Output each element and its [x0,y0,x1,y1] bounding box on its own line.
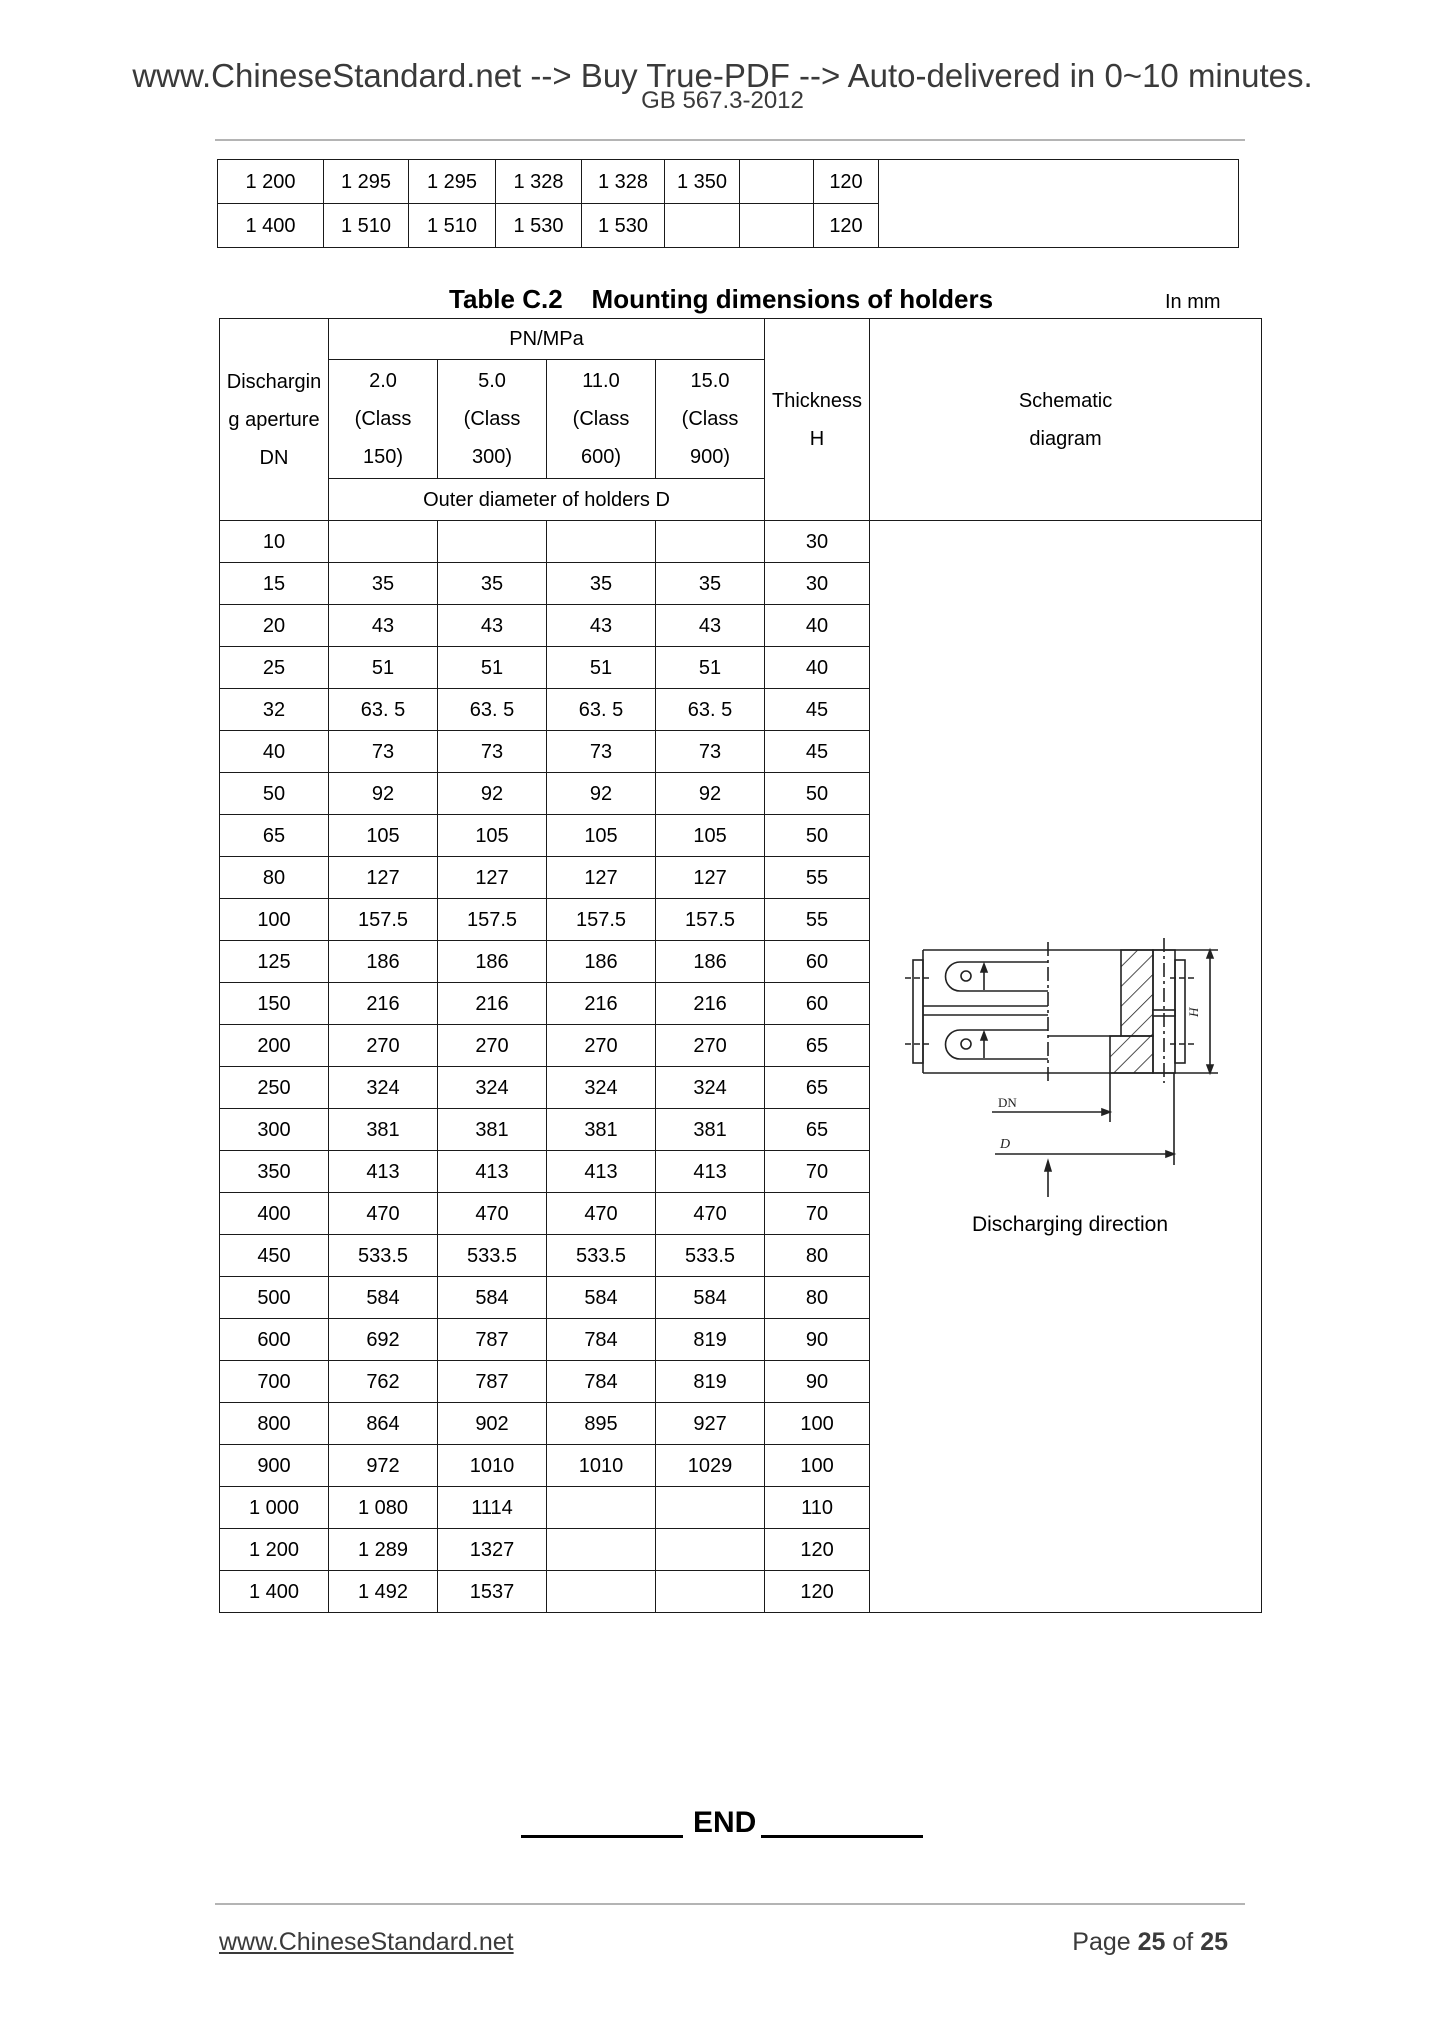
table-unit: In mm [1165,291,1221,313]
cell-outer-diameter: 533.5 [547,1235,656,1277]
header-thickness: Thickness H [765,319,870,521]
cell-outer-diameter: 787 [438,1319,547,1361]
header-pn-2-0: 2.0 (Class 150) [329,360,438,479]
cell-outer-diameter: 73 [656,731,765,773]
cell-outer-diameter: 470 [329,1193,438,1235]
cell-thickness: 120 [765,1571,870,1613]
cell-outer-diameter: 127 [656,857,765,899]
cell-dn: 1 200 [220,1529,329,1571]
cell-outer-diameter: 216 [547,983,656,1025]
cell-thickness: 70 [765,1193,870,1235]
cell-dn: 600 [220,1319,329,1361]
cell-outer-diameter: 73 [547,731,656,773]
cell-outer-diameter: 35 [329,563,438,605]
cell-dn: 200 [220,1025,329,1067]
cell-outer-diameter: 216 [329,983,438,1025]
cell-outer-diameter: 43 [329,605,438,647]
end-rule-right [761,1835,923,1838]
table-cell [740,160,814,204]
cell-dn: 450 [220,1235,329,1277]
cell-outer-diameter [656,1487,765,1529]
cell-outer-diameter: 381 [329,1109,438,1151]
table-cell [665,204,740,248]
cell-thickness: 100 [765,1403,870,1445]
cell-outer-diameter: 105 [547,815,656,857]
cell-outer-diameter: 784 [547,1319,656,1361]
cell-outer-diameter: 1 080 [329,1487,438,1529]
svg-text:D: D [1000,1137,1011,1152]
cell-thickness: 80 [765,1277,870,1319]
cell-dn: 300 [220,1109,329,1151]
cell-outer-diameter: 51 [547,647,656,689]
table-cell: 1 350 [665,160,740,204]
cell-thickness: 70 [765,1151,870,1193]
table-cell: 1 295 [409,160,496,204]
cell-outer-diameter: 895 [547,1403,656,1445]
cell-dn: 150 [220,983,329,1025]
cell-outer-diameter: 584 [438,1277,547,1319]
cell-outer-diameter: 470 [547,1193,656,1235]
cell-dn: 65 [220,815,329,857]
cell-dn: 125 [220,941,329,983]
cell-outer-diameter: 584 [547,1277,656,1319]
cell-outer-diameter: 157.5 [656,899,765,941]
table-cell [740,204,814,248]
cell-outer-diameter [547,1571,656,1613]
cell-outer-diameter [547,1487,656,1529]
cell-outer-diameter: 63. 5 [656,689,765,731]
cell-outer-diameter: 270 [547,1025,656,1067]
discharging-direction-caption: Discharging direction [971,1213,1169,1236]
diagram-cell [879,160,1239,248]
cell-outer-diameter: 270 [438,1025,547,1067]
cell-outer-diameter: 902 [438,1403,547,1445]
cell-outer-diameter: 381 [438,1109,547,1151]
cell-thickness: 50 [765,815,870,857]
cell-outer-diameter: 381 [656,1109,765,1151]
cell-thickness: 30 [765,563,870,605]
table-cell: 120 [814,204,879,248]
cell-dn: 25 [220,647,329,689]
cell-thickness: 65 [765,1109,870,1151]
header-rule [215,139,1245,141]
cell-thickness: 100 [765,1445,870,1487]
cell-outer-diameter: 1010 [438,1445,547,1487]
table-cell: 120 [814,160,879,204]
cell-outer-diameter: 1029 [656,1445,765,1487]
footer-site-link[interactable]: www.ChineseStandard.net [219,1928,514,1956]
cell-outer-diameter: 324 [547,1067,656,1109]
cell-dn: 1 400 [220,1571,329,1613]
cell-outer-diameter: 270 [656,1025,765,1067]
cell-thickness: 45 [765,731,870,773]
cell-outer-diameter: 35 [438,563,547,605]
cell-outer-diameter: 35 [656,563,765,605]
cell-outer-diameter: 692 [329,1319,438,1361]
cell-thickness: 120 [765,1529,870,1571]
cell-thickness: 90 [765,1361,870,1403]
cell-outer-diameter: 63. 5 [547,689,656,731]
cell-outer-diameter [656,1529,765,1571]
header-row [220,319,1262,360]
cell-dn: 20 [220,605,329,647]
cell-outer-diameter: 972 [329,1445,438,1487]
header-outer-diameter: Outer diameter of holders D [329,479,765,521]
cell-outer-diameter: 784 [547,1361,656,1403]
footer-rule [215,1903,1245,1905]
cell-outer-diameter: 787 [438,1361,547,1403]
table-cell: 1 510 [324,204,409,248]
cell-thickness: 90 [765,1319,870,1361]
cell-outer-diameter: 533.5 [438,1235,547,1277]
cell-outer-diameter: 1114 [438,1487,547,1529]
cell-dn: 100 [220,899,329,941]
cell-dn: 10 [220,521,329,563]
cell-outer-diameter: 127 [547,857,656,899]
cell-outer-diameter: 927 [656,1403,765,1445]
cell-dn: 500 [220,1277,329,1319]
cell-outer-diameter [438,521,547,563]
svg-text:DN: DN [998,1095,1017,1110]
cell-outer-diameter: 43 [547,605,656,647]
cell-outer-diameter: 43 [656,605,765,647]
header-pn-11-0: 11.0 (Class 600) [547,360,656,479]
cell-outer-diameter: 819 [656,1319,765,1361]
cell-outer-diameter: 762 [329,1361,438,1403]
cell-dn: 50 [220,773,329,815]
table-cell: 1 328 [582,160,665,204]
cell-thickness: 55 [765,857,870,899]
table-cell: 1 328 [496,160,582,204]
standard-code: GB 567.3-2012 [641,87,804,114]
cell-outer-diameter: 105 [329,815,438,857]
header-dn: Dischargin g aperture DN [220,319,329,521]
cell-outer-diameter: 63. 5 [329,689,438,731]
cell-outer-diameter: 73 [329,731,438,773]
cell-outer-diameter: 413 [438,1151,547,1193]
cell-outer-diameter: 819 [656,1361,765,1403]
end-text: END [693,1806,757,1839]
cell-outer-diameter: 127 [329,857,438,899]
cell-outer-diameter [547,1529,656,1571]
cell-outer-diameter: 157.5 [438,899,547,941]
cell-outer-diameter: 127 [438,857,547,899]
table-cell: 1 530 [496,204,582,248]
table-row [220,521,1262,563]
cell-outer-diameter: 324 [438,1067,547,1109]
cell-thickness: 50 [765,773,870,815]
cell-outer-diameter: 413 [329,1151,438,1193]
holder-drawing-icon [880,930,1260,1260]
cell-outer-diameter: 216 [438,983,547,1025]
cell-outer-diameter: 35 [547,563,656,605]
cell-outer-diameter: 533.5 [329,1235,438,1277]
cell-outer-diameter: 157.5 [547,899,656,941]
cell-thickness: 40 [765,647,870,689]
cell-thickness: 110 [765,1487,870,1529]
cell-thickness: 80 [765,1235,870,1277]
table-row [218,160,1239,204]
cell-outer-diameter: 324 [329,1067,438,1109]
cell-outer-diameter: 157.5 [329,899,438,941]
cell-outer-diameter: 92 [656,773,765,815]
cell-dn: 400 [220,1193,329,1235]
table-title: Table C.2 Mounting dimensions of holders [449,284,994,314]
table-cell: 1 510 [409,204,496,248]
cell-thickness: 60 [765,941,870,983]
cell-outer-diameter: 324 [656,1067,765,1109]
cell-outer-diameter: 105 [438,815,547,857]
cell-outer-diameter [656,521,765,563]
cell-outer-diameter: 63. 5 [438,689,547,731]
cell-outer-diameter: 470 [656,1193,765,1235]
cell-outer-diameter: 270 [329,1025,438,1067]
header-pn-15-0: 15.0 (Class 900) [656,360,765,479]
cell-dn: 700 [220,1361,329,1403]
schematic-diagram [880,930,1260,1260]
cell-outer-diameter: 92 [547,773,656,815]
cell-dn: 800 [220,1403,329,1445]
header-banner: www.ChineseStandard.net --> Buy True-PDF --> Auto-delivered in 0~10 minutes. [132,57,1313,94]
cell-outer-diameter [329,521,438,563]
table-cell: 1 530 [582,204,665,248]
cell-outer-diameter: 43 [438,605,547,647]
cell-outer-diameter: 51 [656,647,765,689]
cell-thickness: 40 [765,605,870,647]
cell-dn: 40 [220,731,329,773]
cell-outer-diameter: 186 [656,941,765,983]
cell-outer-diameter: 1 289 [329,1529,438,1571]
cell-outer-diameter: 51 [438,647,547,689]
table-cell: 1 400 [218,204,324,248]
cell-outer-diameter: 1537 [438,1571,547,1613]
cell-dn: 80 [220,857,329,899]
cell-dn: 15 [220,563,329,605]
cell-outer-diameter: 186 [438,941,547,983]
cell-outer-diameter: 186 [547,941,656,983]
end-marker [521,1806,923,1846]
cell-outer-diameter: 413 [656,1151,765,1193]
cell-thickness: 60 [765,983,870,1025]
cell-thickness: 65 [765,1025,870,1067]
header-schematic: Schematic diagram [870,319,1262,521]
cell-outer-diameter [547,521,656,563]
table-cell: 1 295 [324,160,409,204]
end-rule-left [521,1835,683,1838]
cell-thickness: 65 [765,1067,870,1109]
cell-outer-diameter: 864 [329,1403,438,1445]
table-cell: 1 200 [218,160,324,204]
cell-outer-diameter: 216 [656,983,765,1025]
cell-dn: 32 [220,689,329,731]
cell-outer-diameter: 584 [656,1277,765,1319]
cell-outer-diameter: 51 [329,647,438,689]
header-pn-group: PN/MPa [329,319,765,360]
page-indicator: Page 25 of 25 [1072,1928,1228,1956]
cell-thickness: 45 [765,689,870,731]
cell-outer-diameter: 186 [329,941,438,983]
cell-outer-diameter: 92 [438,773,547,815]
cell-outer-diameter: 92 [329,773,438,815]
header-pn-5-0: 5.0 (Class 300) [438,360,547,479]
svg-text:H: H [1186,1007,1201,1017]
cell-outer-diameter: 105 [656,815,765,857]
cell-outer-diameter: 533.5 [656,1235,765,1277]
cell-outer-diameter: 381 [547,1109,656,1151]
cell-dn: 250 [220,1067,329,1109]
cell-outer-diameter: 1010 [547,1445,656,1487]
cell-dn: 350 [220,1151,329,1193]
cell-outer-diameter [656,1571,765,1613]
cell-outer-diameter: 1 492 [329,1571,438,1613]
cell-outer-diameter: 584 [329,1277,438,1319]
cell-thickness: 30 [765,521,870,563]
cell-dn: 900 [220,1445,329,1487]
cell-dn: 1 000 [220,1487,329,1529]
cell-outer-diameter: 470 [438,1193,547,1235]
continued-table [217,159,1239,248]
cell-thickness: 55 [765,899,870,941]
cell-outer-diameter: 413 [547,1151,656,1193]
cell-outer-diameter: 1327 [438,1529,547,1571]
cell-outer-diameter: 73 [438,731,547,773]
